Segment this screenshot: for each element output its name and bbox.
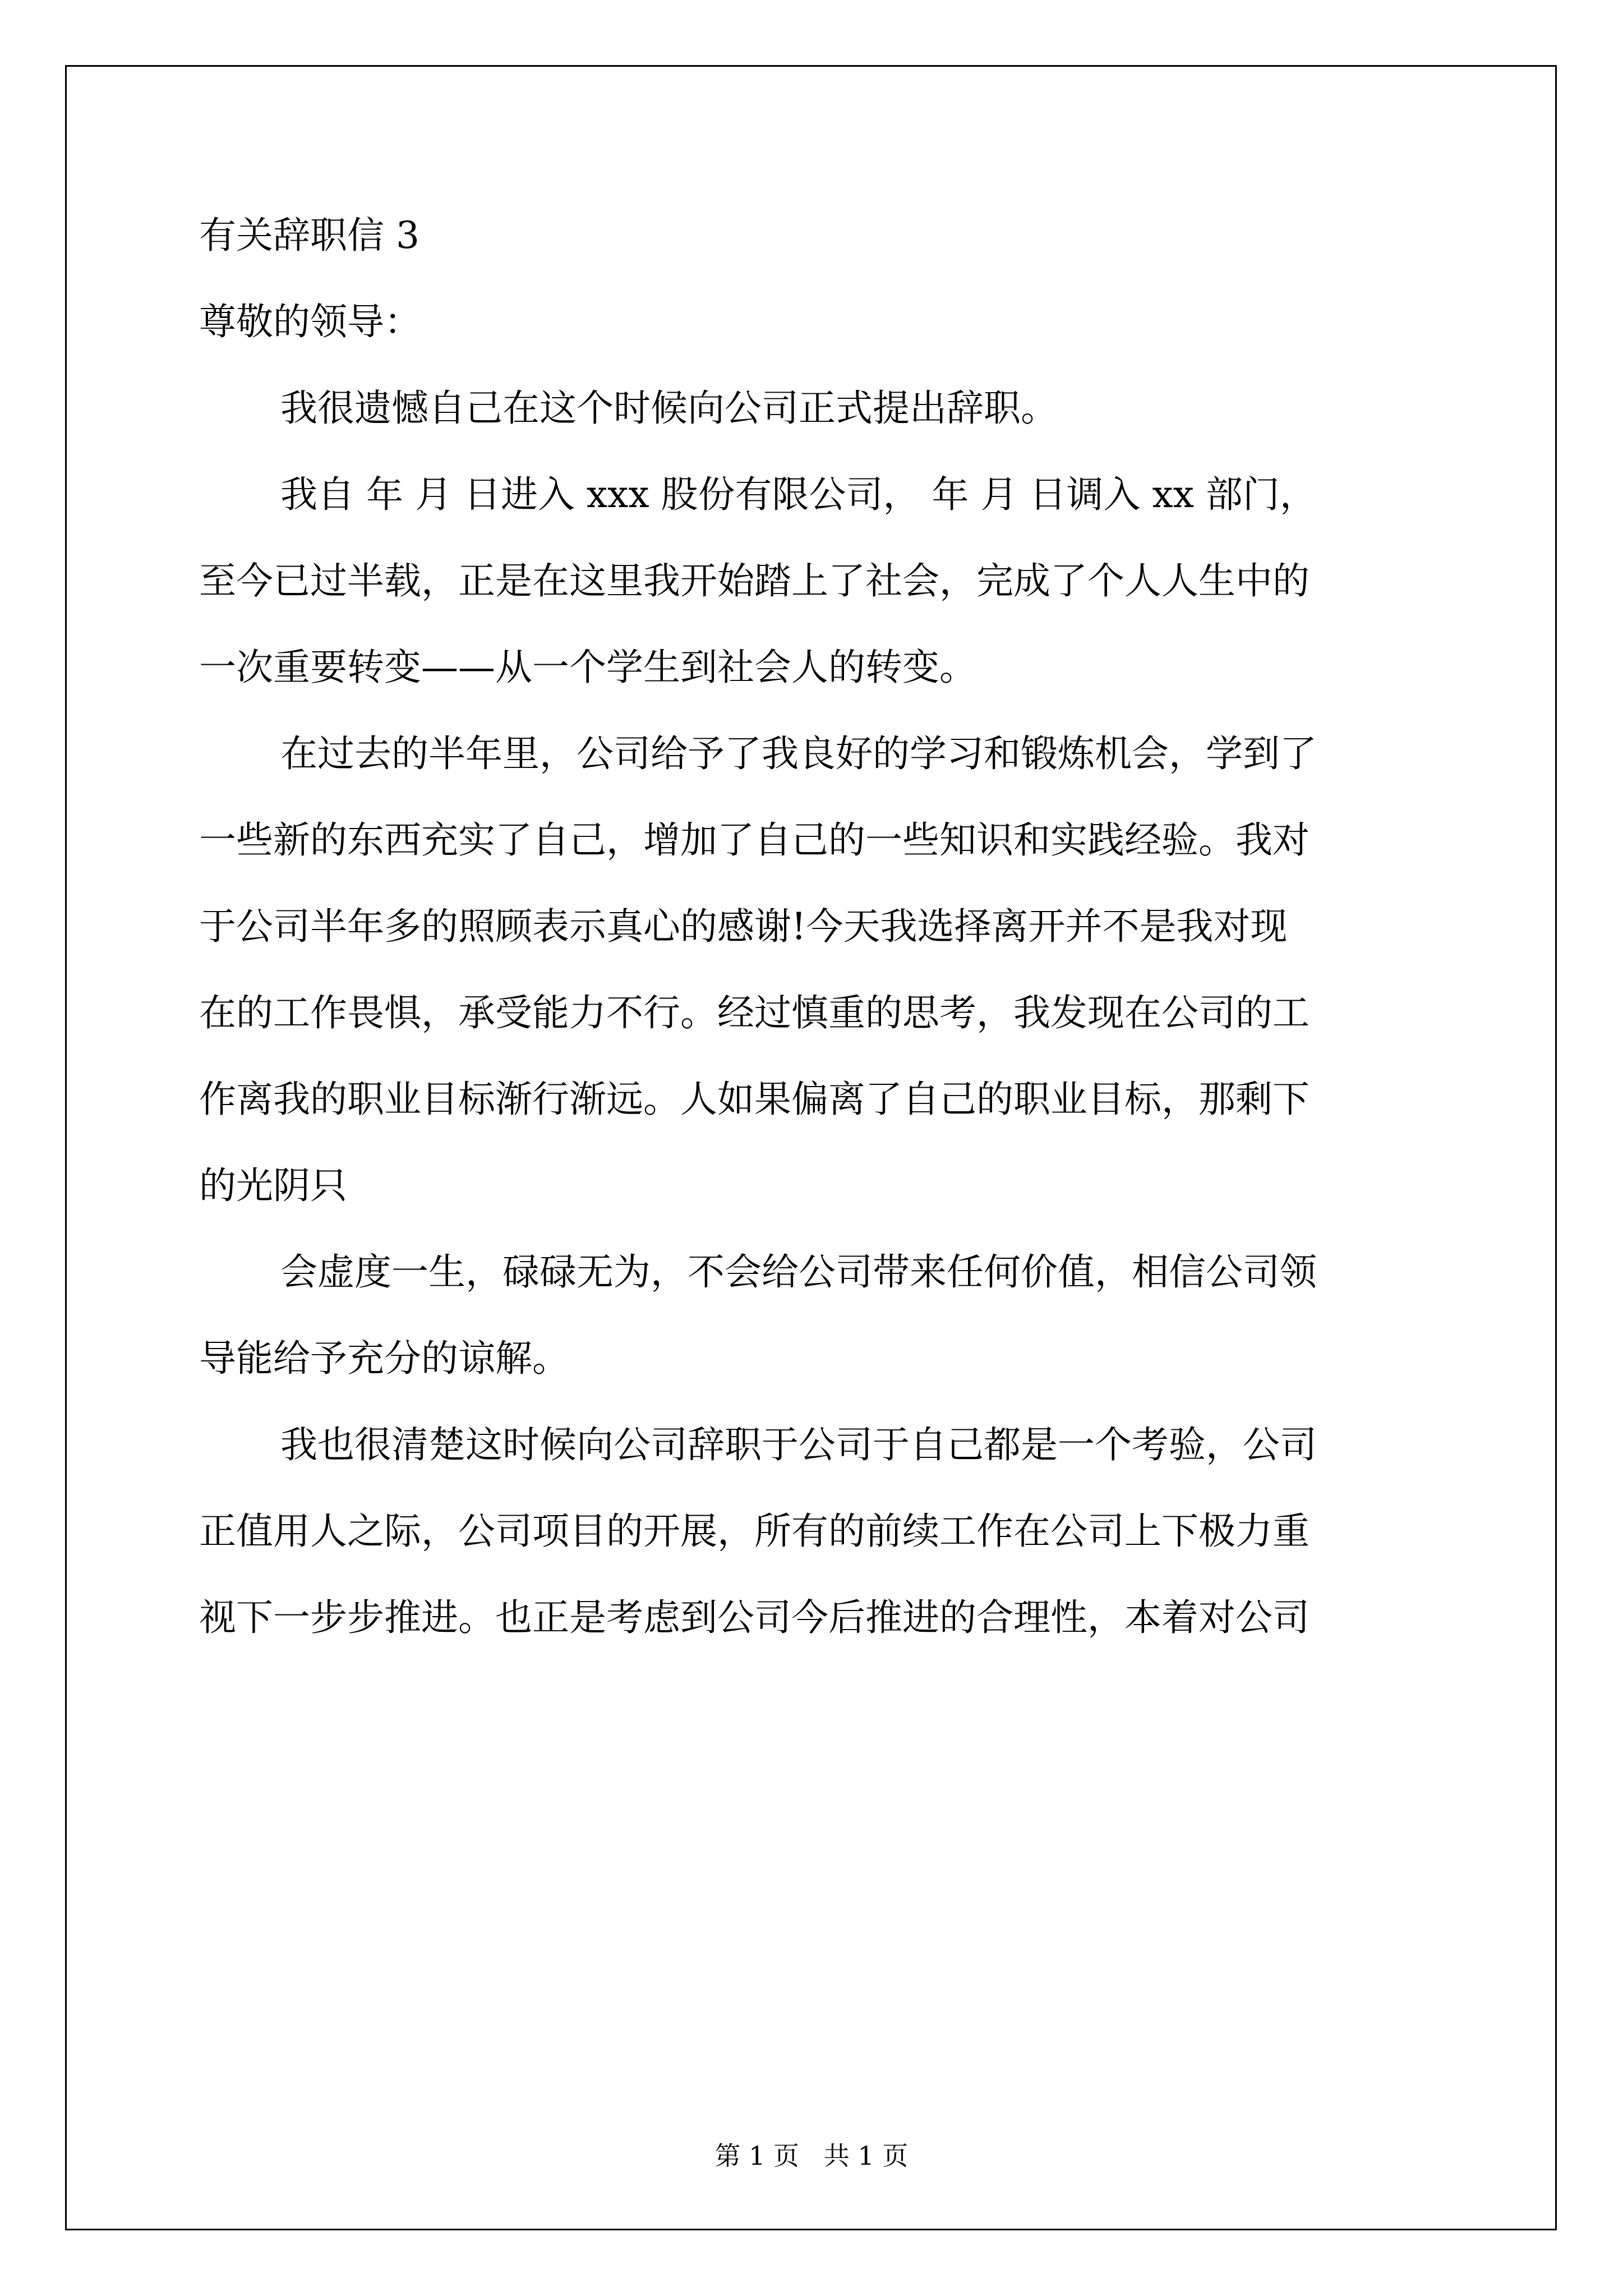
paragraph-line: 的光阴只 <box>199 1164 347 1207</box>
paragraph-line: 我自 年 月 日进入 xxx 股份有限公司， 年 月 日调入 xx 部门， <box>280 473 1317 516</box>
salutation: 尊敬的领导： <box>199 300 421 343</box>
paragraph-line: 正值用人之际，公司项目的开展，所有的前续工作在公司上下极力重 <box>199 1510 1310 1553</box>
paragraph-line: 视下一步步推进。也正是考虑到公司今后推进的合理性，本着对公司 <box>199 1596 1310 1639</box>
paragraph-line: 导能给予充分的谅解。 <box>199 1337 569 1380</box>
paragraph-line: 一次重要转变——从一个学生到社会人的转变。 <box>199 646 976 689</box>
paragraph-line: 在的工作畏惧，承受能力不行。经过慎重的思考，我发现在公司的工 <box>199 991 1310 1034</box>
paragraph-line: 我很遗憾自己在这个时候向公司正式提出辞职。 <box>280 386 1058 430</box>
paragraph-line: 会虚度一生，碌碌无为，不会给公司带来任何价值，相信公司领 <box>280 1250 1317 1294</box>
paragraph-line: 于公司半年多的照顾表示真心的感谢!今天我选择离开并不是我对现 <box>199 905 1288 948</box>
paragraph-line: 在过去的半年里，公司给予了我良好的学习和锻炼机会，学到了 <box>280 732 1317 775</box>
paragraph-line: 一些新的东西充实了自己，增加了自己的一些知识和实践经验。我对 <box>199 818 1310 862</box>
paragraph-line: 我也很清楚这时候向公司辞职于公司于自己都是一个考验，公司 <box>280 1423 1317 1466</box>
paragraph-line: 作离我的职业目标渐行渐远。人如果偏离了自己的职业目标，那剩下 <box>199 1078 1310 1121</box>
document-title: 有关辞职信 3 <box>199 214 419 257</box>
paragraph-line: 至今已过半载，正是在这里我开始踏上了社会，完成了个人人生中的 <box>199 559 1310 602</box>
page-footer: 第 1 页 共 1 页 <box>714 2141 909 2171</box>
